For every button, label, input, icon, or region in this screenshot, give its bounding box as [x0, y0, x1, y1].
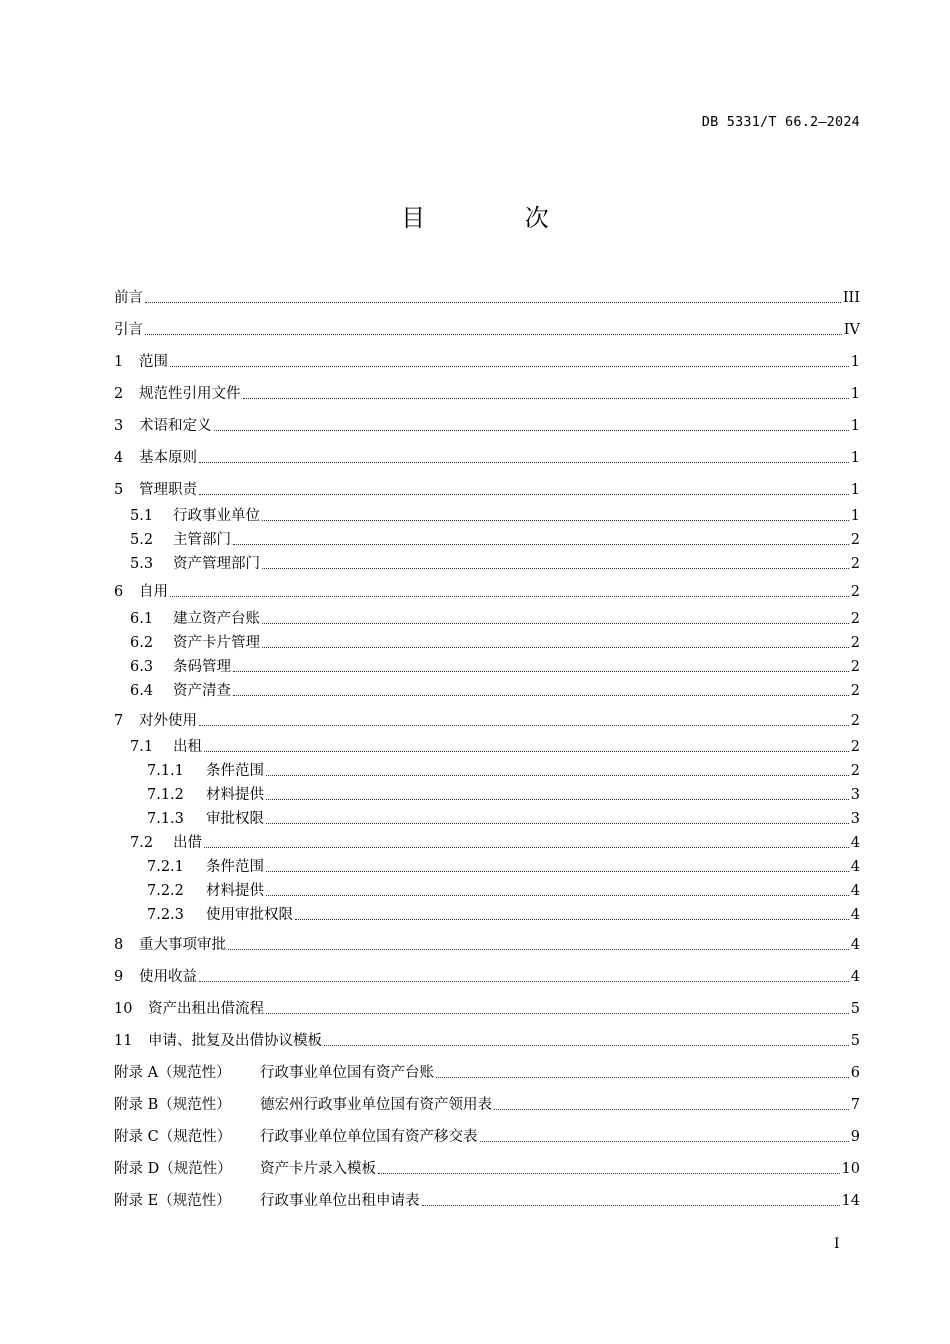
toc-entry-number: 7.1.3 [147, 811, 184, 827]
toc-entry-title: 建立资产台账 [173, 611, 260, 627]
toc-entry-number: 7.1.2 [147, 787, 184, 803]
toc-entry-title: 管理职责 [139, 482, 197, 498]
toc-entry-number: 6.2 [130, 635, 154, 651]
toc-entry-number: 6 [114, 584, 124, 600]
toc-entry-page: 5 [850, 1033, 860, 1049]
toc-entry-page: 2 [850, 713, 860, 729]
toc-entry-title: 资产清查 [173, 683, 231, 699]
toc-entry-title: 审批权限 [206, 811, 264, 827]
toc-entry-title: 前言 [114, 290, 143, 306]
toc-dot-leader [295, 918, 849, 920]
toc-entry-number: 1 [114, 354, 124, 370]
toc-entry-title: 资产卡片录入模板 [260, 1161, 376, 1177]
toc-entry[interactable] [114, 1031, 860, 1051]
toc-entry-title: 使用审批权限 [206, 907, 293, 923]
toc-entry[interactable] [114, 530, 860, 550]
toc-entry-title: 对外使用 [139, 713, 197, 729]
toc-entry-page: 2 [850, 635, 860, 651]
toc-entry-title: 主管部门 [173, 532, 231, 548]
toc-entry-number: 2 [114, 386, 124, 402]
toc-entry-page: 5 [850, 1001, 860, 1017]
toc-dot-leader [199, 493, 849, 495]
toc-entry-title: 规范性引用文件 [139, 386, 241, 402]
toc-dot-leader [145, 333, 842, 335]
toc-entry-page: 7 [850, 1097, 860, 1113]
toc-entry-page: 2 [850, 683, 860, 699]
toc-entry[interactable] [114, 1191, 860, 1211]
toc-entry-page: 4 [850, 883, 860, 899]
toc-entry-title: 资产出租出借流程 [148, 1001, 264, 1017]
toc-dot-leader [233, 543, 849, 545]
toc-dot-leader [266, 798, 849, 800]
toc-entry-number: 6.1 [130, 611, 154, 627]
toc-entry-page: 4 [850, 937, 860, 953]
toc-entry[interactable] [114, 480, 860, 500]
toc-entry[interactable] [114, 384, 860, 404]
toc-dot-leader [228, 948, 849, 950]
toc-dot-leader [494, 1108, 849, 1110]
toc-entry-page: 1 [850, 482, 860, 498]
toc-entry-title: 资产卡片管理 [173, 635, 260, 651]
toc-dot-leader [199, 724, 849, 726]
toc-entry-title: 条件范围 [206, 763, 264, 779]
toc-entry-number: 7.1.1 [147, 763, 184, 779]
toc-entry[interactable] [114, 881, 860, 901]
toc-entry-page: 1 [850, 418, 860, 434]
toc-dot-leader [480, 1140, 849, 1142]
toc-entry[interactable] [114, 554, 860, 574]
toc-entry[interactable] [114, 681, 860, 701]
toc-entry[interactable] [114, 1063, 860, 1083]
toc-entry-title: 自用 [139, 584, 168, 600]
toc-entry-page: 2 [850, 659, 860, 675]
toc-entry-page: 1 [850, 354, 860, 370]
toc-dot-leader [199, 980, 849, 982]
table-of-contents [114, 0, 860, 1344]
toc-entry-title: 重大事项审批 [139, 937, 226, 953]
toc-entry[interactable] [114, 609, 860, 629]
toc-entry-title: 行政事业单位单位国有资产移交表 [260, 1129, 478, 1145]
toc-entry-number: 5.2 [130, 532, 154, 548]
toc-entry-page: 9 [850, 1129, 860, 1145]
toc-entry[interactable] [114, 857, 860, 877]
toc-dot-leader [243, 397, 849, 399]
toc-entry[interactable] [114, 999, 860, 1019]
toc-entry-number: 7.2.1 [147, 859, 184, 875]
toc-entry-page: 4 [850, 835, 860, 851]
toc-entry-title: 行政事业单位国有资产台账 [260, 1065, 434, 1081]
toc-entry-title: 出借 [173, 835, 202, 851]
page-number: I [834, 1236, 840, 1252]
toc-entry[interactable] [114, 582, 860, 602]
toc-dot-leader [199, 461, 849, 463]
toc-entry-title: 出租 [173, 739, 202, 755]
toc-dot-leader [436, 1076, 849, 1078]
toc-entry-number: 附录 C（规范性） [114, 1129, 232, 1145]
toc-entry[interactable] [114, 967, 860, 987]
toc-entry-page: 2 [850, 739, 860, 755]
toc-entry-number: 6.4 [130, 683, 154, 699]
toc-entry-number: 10 [114, 1001, 133, 1017]
toc-dot-leader [170, 595, 849, 597]
toc-dot-leader [170, 365, 849, 367]
toc-entry-page: 2 [850, 763, 860, 779]
toc-entry-page: 1 [850, 450, 860, 466]
toc-entry-title: 行政事业单位 [173, 508, 260, 524]
toc-entry-number: 8 [114, 937, 124, 953]
toc-entry-number: 7.1 [130, 739, 154, 755]
toc-entry-number: 附录 E（规范性） [114, 1193, 231, 1209]
toc-entry[interactable] [114, 320, 860, 340]
document-code: DB 5331/T 66.2—2024 [701, 114, 860, 130]
toc-entry[interactable] [114, 448, 860, 468]
toc-entry-number: 9 [114, 969, 124, 985]
toc-entry-number: 3 [114, 418, 124, 434]
toc-entry[interactable] [114, 761, 860, 781]
toc-entry[interactable] [114, 506, 860, 526]
toc-entry[interactable] [114, 711, 860, 731]
toc-entry[interactable] [114, 935, 860, 955]
toc-entry-page: 6 [850, 1065, 860, 1081]
toc-entry-number: 附录 B（规范性） [114, 1097, 231, 1113]
toc-entry-number: 5.3 [130, 556, 154, 572]
toc-entry[interactable] [114, 657, 860, 677]
toc-dot-leader [266, 894, 849, 896]
toc-entry-number: 4 [114, 450, 124, 466]
toc-entry-page: IV [843, 322, 860, 338]
toc-dot-leader [204, 846, 849, 848]
toc-entry-number: 6.3 [130, 659, 154, 675]
toc-entry-page: 2 [850, 611, 860, 627]
toc-entry-page: 14 [841, 1193, 860, 1209]
toc-entry-number: 7.2 [130, 835, 154, 851]
toc-dot-leader [145, 301, 841, 303]
toc-entry[interactable] [114, 737, 860, 757]
toc-entry-page: 2 [850, 532, 860, 548]
toc-dot-leader [324, 1044, 849, 1046]
toc-dot-leader [266, 870, 849, 872]
toc-entry-title: 术语和定义 [139, 418, 212, 434]
toc-entry-title: 使用收益 [139, 969, 197, 985]
toc-entry[interactable] [114, 809, 860, 829]
toc-dot-leader [378, 1172, 840, 1174]
toc-dot-leader [266, 822, 849, 824]
toc-entry-number: 附录 A（规范性） [114, 1065, 231, 1081]
toc-dot-leader [422, 1204, 840, 1206]
toc-dot-leader [262, 646, 849, 648]
toc-entry-number: 7.2.2 [147, 883, 184, 899]
toc-entry-page: 3 [850, 811, 860, 827]
toc-entry-title: 材料提供 [206, 883, 264, 899]
toc-entry-page: 1 [850, 386, 860, 402]
toc-entry-number: 7.2.3 [147, 907, 184, 923]
toc-entry-page: 4 [850, 969, 860, 985]
toc-entry-page: 1 [850, 508, 860, 524]
toc-entry[interactable] [114, 633, 860, 653]
toc-entry-page: 3 [850, 787, 860, 803]
toc-entry[interactable] [114, 905, 860, 925]
toc-entry[interactable] [114, 1159, 860, 1179]
toc-entry-number: 11 [114, 1033, 133, 1049]
toc-entry-page: 4 [850, 859, 860, 875]
toc-entry[interactable] [114, 352, 860, 372]
toc-dot-leader [233, 670, 849, 672]
toc-dot-leader [262, 567, 849, 569]
toc-dot-leader [266, 1012, 849, 1014]
toc-entry-page: 4 [850, 907, 860, 923]
toc-entry-number: 附录 D（规范性） [114, 1161, 232, 1177]
toc-entry[interactable] [114, 785, 860, 805]
toc-entry-page: 2 [850, 584, 860, 600]
toc-entry-title: 资产管理部门 [173, 556, 260, 572]
toc-entry-title: 行政事业单位出租申请表 [260, 1193, 420, 1209]
toc-entry-page: 2 [850, 556, 860, 572]
toc-entry-number: 5.1 [130, 508, 154, 524]
toc-title: 目 次 [401, 204, 595, 232]
toc-entry-title: 条件范围 [206, 859, 264, 875]
toc-entry[interactable] [114, 416, 860, 436]
toc-dot-leader [233, 694, 849, 696]
toc-entry-title: 德宏州行政事业单位国有资产领用表 [260, 1097, 492, 1113]
toc-entry-number: 5 [114, 482, 124, 498]
toc-entry-title: 条码管理 [173, 659, 231, 675]
toc-entry-title: 材料提供 [206, 787, 264, 803]
toc-entry-number: 7 [114, 713, 124, 729]
toc-entry-title: 申请、批复及出借协议模板 [148, 1033, 322, 1049]
toc-entry-title: 基本原则 [139, 450, 197, 466]
toc-dot-leader [204, 750, 849, 752]
toc-entry-title: 范围 [139, 354, 168, 370]
toc-entry[interactable] [114, 1095, 860, 1115]
toc-entry[interactable] [114, 288, 860, 308]
toc-dot-leader [214, 429, 849, 431]
toc-entry-page: 10 [841, 1161, 860, 1177]
toc-dot-leader [262, 622, 849, 624]
toc-entry-title: 引言 [114, 322, 143, 338]
toc-dot-leader [262, 519, 849, 521]
toc-entry[interactable] [114, 833, 860, 853]
toc-entry-page: III [842, 290, 860, 306]
toc-entry[interactable] [114, 1127, 860, 1147]
toc-dot-leader [266, 774, 849, 776]
